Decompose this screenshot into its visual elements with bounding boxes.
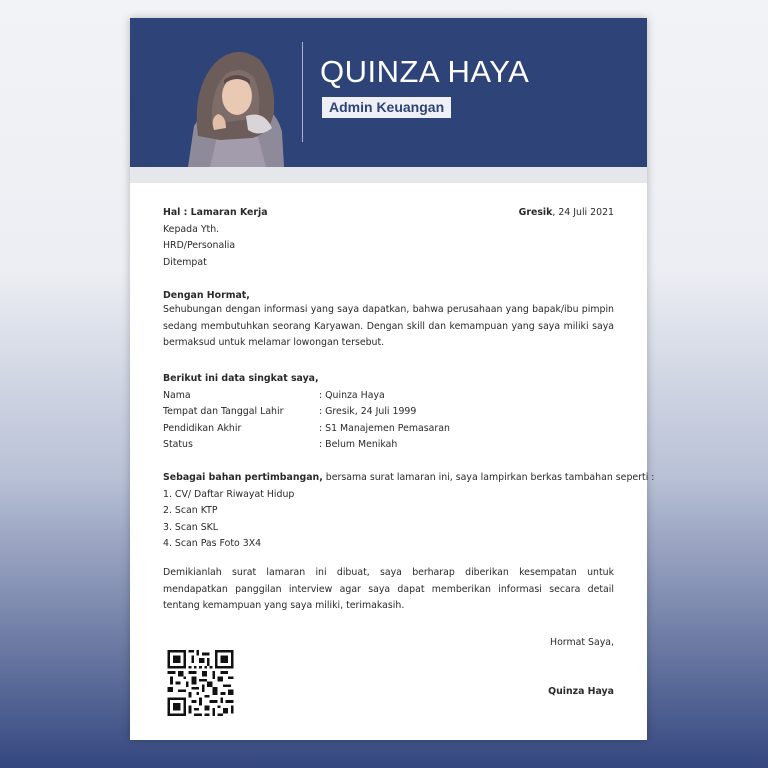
greeting: Dengan Hormat,: [163, 290, 250, 301]
letter-place: Gresik: [518, 207, 553, 218]
qr-code-icon: [164, 650, 237, 716]
profile-photo: [180, 34, 290, 167]
closing-paragraph: Demikianlah surat lamaran ini dibuat, saya berharap diberikan kesempatan untuk mendapatkan panggilan interview agar saya dapat memberikan informasi secara detail tentang kemampuan yang saya miliki, terimakasih.: [163, 567, 614, 612]
letter-subject: Hal : Lamaran Kerja: [163, 207, 268, 218]
recipient-line: HRD/Personalia: [163, 240, 236, 251]
recipient-line: Kepada Yth.: [163, 224, 220, 235]
letter-date: [519, 207, 614, 219]
data-value: : S1 Manajemen Pemasaran: [319, 423, 450, 434]
data-label: Nama: [163, 390, 191, 401]
data-label: Pendidikan Akhir: [163, 423, 242, 434]
letter-date-text: , 24 Juli 2021: [552, 207, 614, 218]
signature-name: Quinza Haya: [548, 686, 614, 697]
applicant-name: QUINZA HAYA: [320, 54, 530, 89]
cover-letter-page: [130, 18, 655, 740]
recipient-line: Ditempat: [163, 257, 207, 268]
header-strip: [130, 167, 647, 183]
attachments-heading: Sebagai bahan pertimbangan, bersama surat lamaran ini, saya lampirkan berkas tambahan seperti :: [163, 472, 655, 483]
data-label: Status: [163, 439, 193, 450]
data-value: : Belum Menikah: [319, 439, 398, 450]
attachment-item: 2. Scan KTP: [163, 505, 218, 516]
letter-header: [130, 18, 647, 167]
job-title-badge: Admin Keuangan: [322, 97, 451, 118]
header-divider: [302, 42, 303, 142]
attachment-item: 1. CV/ Daftar Riwayat Hidup: [163, 489, 295, 500]
regards: Hormat Saya,: [550, 637, 614, 648]
data-value: : Quinza Haya: [319, 390, 385, 401]
attachment-item: 3. Scan SKL: [163, 522, 219, 533]
data-label: Tempat dan Tanggal Lahir: [163, 406, 284, 417]
attachment-item: 4. Scan Pas Foto 3X4: [163, 538, 262, 549]
intro-paragraph: Sehubungan dengan informasi yang saya dapatkan, bahwa perusahaan yang bapak/ibu pimpin sedang membutuhkan seorang Karyawan. Dengan skill dan kemampuan yang saya miliki saya bermaksud untuk melamar lowongan tersebut.: [163, 304, 614, 349]
data-heading: Berikut ini data singkat saya,: [163, 373, 319, 384]
data-value: : Gresik, 24 Juli 1999: [319, 406, 417, 417]
